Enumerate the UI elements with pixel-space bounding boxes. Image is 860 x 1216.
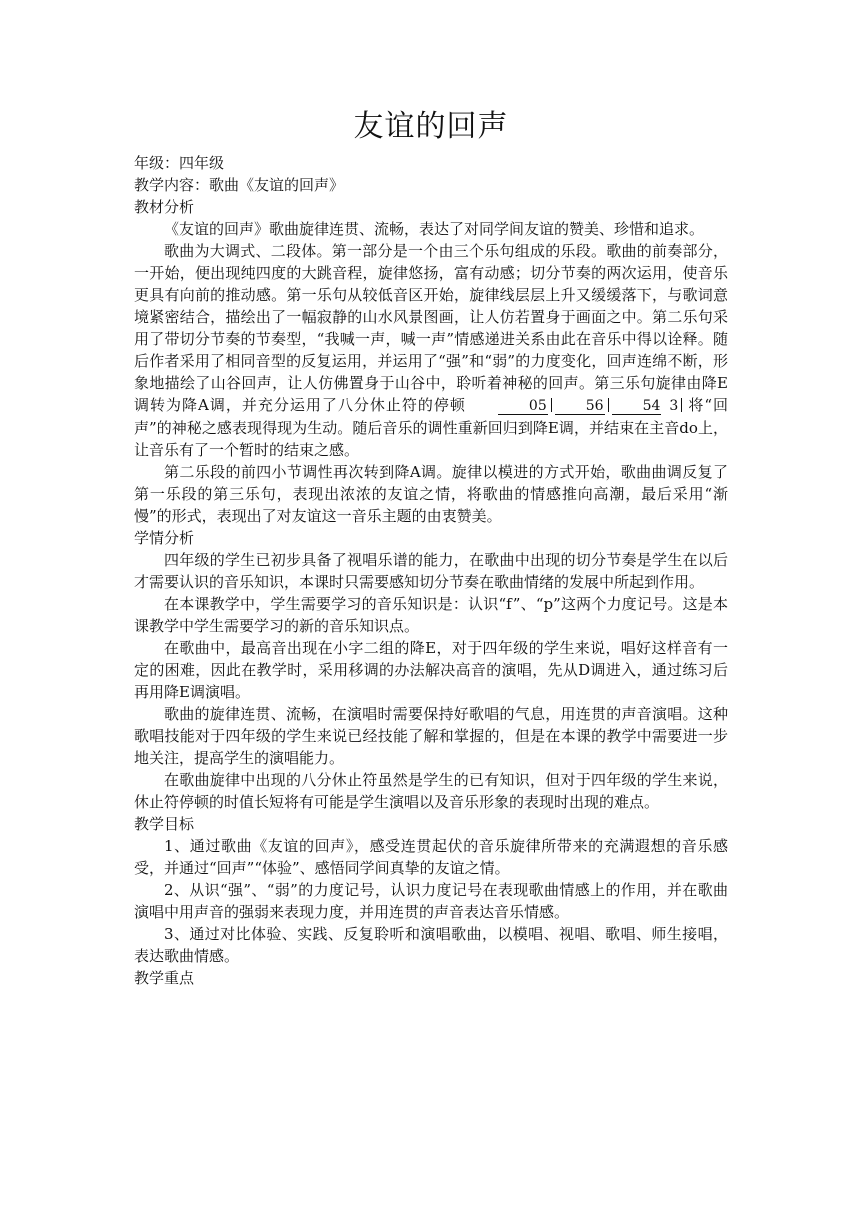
rest-notation	[468, 394, 685, 417]
goal-item-1: 1、通过歌曲《友谊的回声》，感受连贯起伏的音乐旋律所带来的充满遐想的音乐感受，并通过“回声”“体验”、感悟同学间真挚的友谊之情。	[134, 837, 728, 877]
document-title: 友谊的回声	[353, 109, 509, 144]
students-paragraph-5: 在歌曲旋律中出现的八分休止符虽然是学生的已有知识，但对于四年级的学生来说，休止符停顿的时值长短将有可能是学生演唱以及音乐形象的表现时出现的难点。	[134, 771, 728, 811]
document-page	[134, 102, 728, 989]
students-paragraph-4: 歌曲的旋律连贯、流畅，在演唱时需要保持好歌唱的气息，用连贯的声音演唱。这种歌唱技能对于四年级的学生来说已经技能了解和掌握的，但是在本课的教学中需要进一步地关注，提高学生的演唱能力。	[134, 705, 728, 767]
material-paragraph-2	[134, 240, 728, 461]
notation-cell: 05	[498, 398, 548, 415]
notation-cell: 56	[555, 398, 605, 415]
notation-cell: 54	[612, 398, 662, 415]
section-heading-goals: 教学目标	[134, 815, 195, 833]
section-heading-material: 教材分析	[134, 198, 195, 216]
students-paragraph-3: 在歌曲中，最高音出现在小字二组的降E，对于四年级的学生来说，唱好这样音有一定的困难，因此在教学时，采用移调的办法解决高音的演唱，先从D调进入，通过练习后再用降E调演唱。	[134, 639, 728, 701]
material-paragraph-2-text-end: 将“回声”的神秘之感表现得现为生动。随后音乐的调性重新回归到降E调，并结束在主音do上，让音乐有了一个暂时的结束之感。	[134, 396, 728, 459]
material-paragraph-3: 第二乐段的前四小节调性再次转到降A调。旋律以模进的方式开始，歌曲曲调反复了第一乐段的第三乐句，表现出浓浓的友谊之情，将歌曲的情感推向高潮，最后采用“渐慢”的形式，表现出了对友谊这一音乐主题的由衷赞美。	[134, 463, 728, 525]
grade-line: 年级：四年级	[134, 154, 225, 172]
material-paragraph-1: 《友谊的回声》歌曲旋律连贯、流畅，表达了对同学间友谊的赞美、珍惜和追求。	[164, 220, 705, 238]
bar-line	[551, 398, 552, 412]
goal-item-2: 2、从识“强”、“弱”的力度记号，认识力度记号在表现歌曲情感上的作用，并在歌曲演唱中用声音的强弱来表现力度，并用连贯的声音表达音乐情感。	[134, 881, 728, 921]
notation-cell: 3	[669, 398, 679, 414]
section-heading-students: 学情分析	[134, 529, 195, 547]
content-line: 教学内容：歌曲《友谊的回声》	[134, 176, 345, 194]
material-paragraph-2-text: 歌曲为大调式、二段体。第一部分是一个由三个乐句组成的乐段。歌曲的前奏部分，一开始，便出现纯四度的大跳音程，旋律悠扬，富有动感；切分节奏的两次运用，使音乐更具有向前的推动感。第一乐句从较低音区开始，旋律线层层上升又缓缓落下，与歌词意境紧密结合，描绘出了一幅寂静的山水风景图画，让人仿若置身于画面之中。第二乐句采用了带切分节奏的节奏型，“我喊一声，喊一声”情感递进关系由此在音乐中得以诠释。随后作者采用了相同音型的反复运用，并运用了“强”和“弱”的力度变化，回声连绵不断，形象地描绘了山谷回声，让人仿佛置身于山谷中，聆听着神秘的回声。第三乐句旋律由降E调转为降A调，并充分运用了八分休止符的停顿	[134, 242, 728, 414]
students-paragraph-1: 四年级的学生已初步具备了视唱乐谱的能力，在歌曲中出现的切分节奏是学生在以后才需要认识的音乐知识，本课时只需要感知切分节奏在歌曲情绪的发展中所起到作用。	[134, 551, 728, 591]
students-paragraph-2: 在本课教学中，学生需要学习的音乐知识是：认识“f”、“p”这两个力度记号。这是本课教学中学生需要学习的新的音乐知识点。	[134, 595, 728, 635]
goal-item-3: 3、通过对比体验、实践、反复聆听和演唱歌曲，以模唱、视唱、歌唱、师生接唱，表达歌曲情感。	[134, 925, 728, 965]
section-heading-focus: 教学重点	[134, 969, 195, 987]
bar-line	[608, 398, 609, 412]
bar-line	[681, 398, 682, 412]
